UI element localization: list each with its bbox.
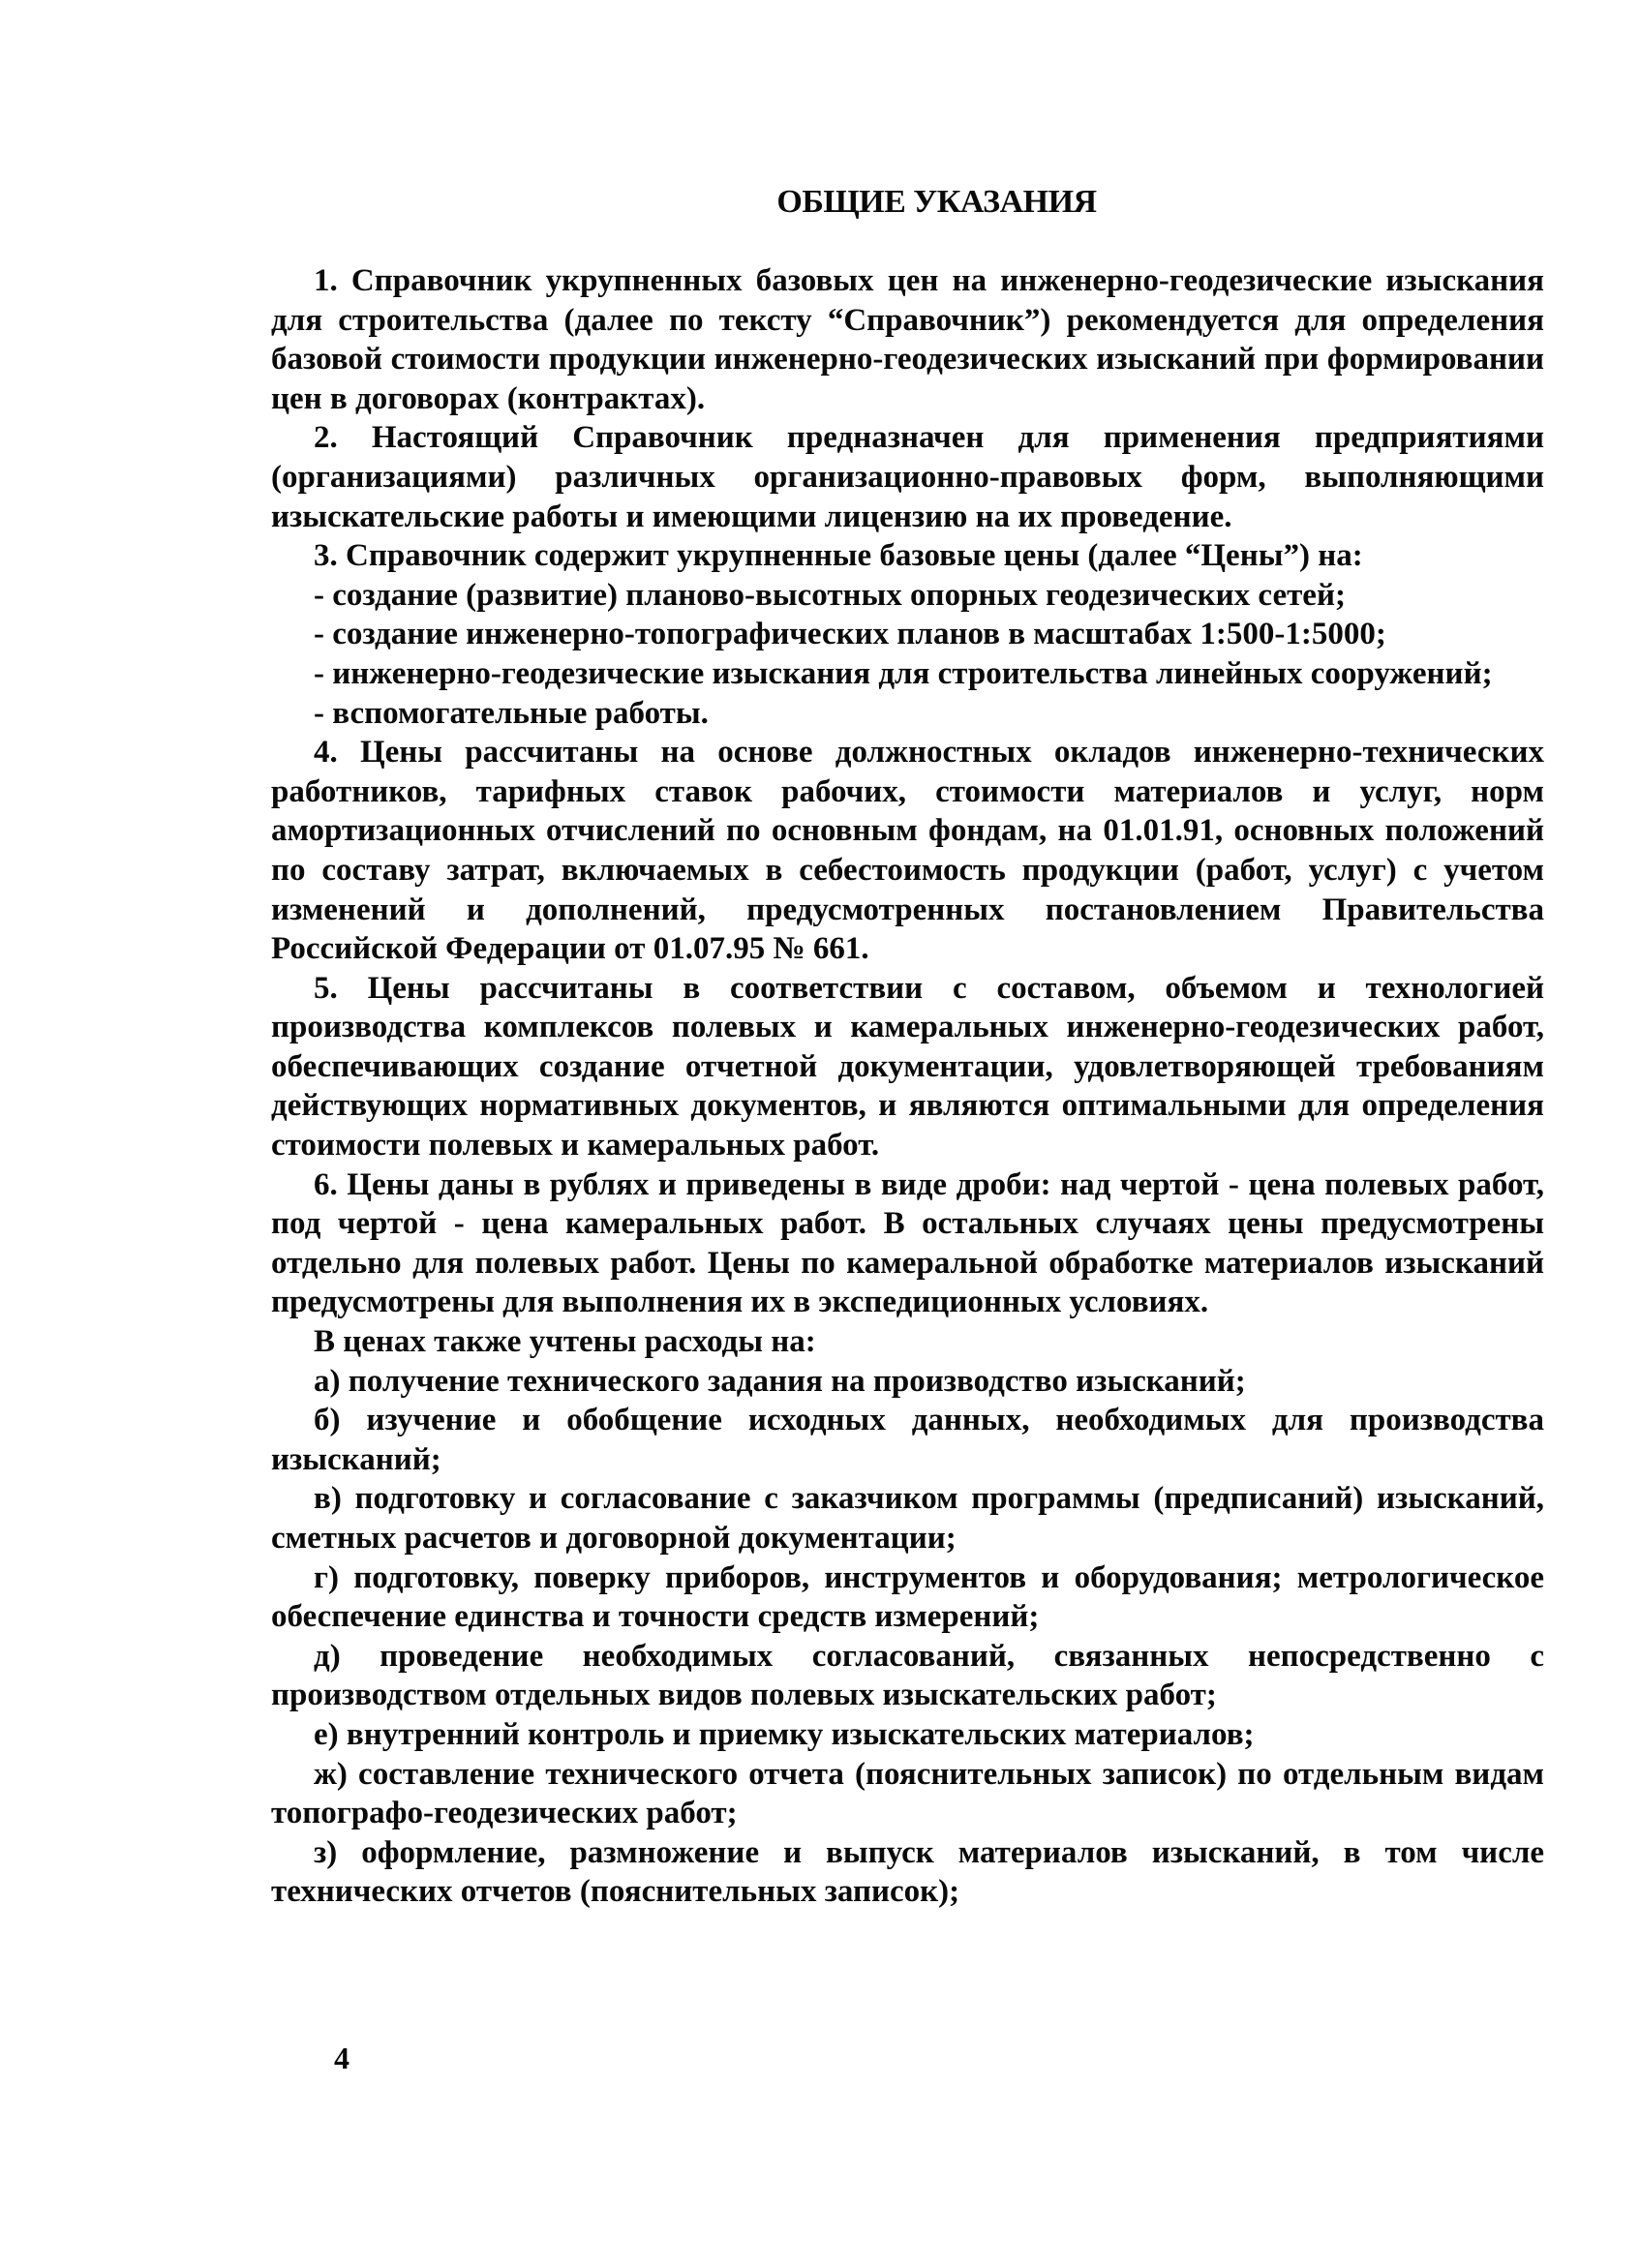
paragraph-1: 1. Справочник укрупненных базовых цен на инженерно-геодезические изыскания для строительства (далее по тексту “Справочник”) рекомендуется для определения базовой стоимости продукции инженерно-геодезических изысканий при формировании цен в договорах (контрактах). [271,263,1544,416]
list-item: г) подготовку, поверку приборов, инструментов и оборудования; метрологическое обеспечение единства и точности средств измерений; [271,1559,1544,1635]
list-item: а) получение технического задания на производство изысканий; [314,1363,1246,1399]
expenses-intro: В ценах также учтены расходы на: [314,1324,816,1360]
list-item: - вспомогательные работы. [314,695,709,731]
body-text [271,261,1544,1912]
paragraph-3: 3. Справочник содержит укрупненные базовые цены (далее “Цены”) на: [314,538,1363,574]
list-item: - создание инженерно-топографических планов в масштабах 1:500-1:5000; [314,617,1386,652]
paragraph-2: 2. Настоящий Справочник предназначен для применения предприятиями (организациями) различных организационно-правовых форм, выполняющими изыскательские работы и имеющими лицензию на их проведение. [271,420,1544,534]
section-title: ОБЩИЕ УКАЗАНИЯ [776,184,1097,220]
list-item: д) проведение необходимых согласований, связанных непосредственно с производством отдельных видов полевых изыскательских работ; [271,1638,1544,1713]
document-page [271,184,1544,1912]
list-item: е) внутренний контроль и приемку изыскательских материалов; [314,1716,1255,1752]
page-number: 4 [334,2041,349,2075]
list-item: в) подготовку и согласование с заказчиком программы (предписаний) изысканий, сметных расчетов и договорной документации; [271,1481,1544,1556]
list-item: з) оформление, размножение и выпуск материалов изысканий, в том числе технических отчетов (пояснительных записок); [271,1834,1544,1910]
paragraph-6: 6. Цены даны в рублях и приведены в виде дроби: над чертой - цена полевых работ, под чертой - цена камеральных работ. В остальных случаях цены предусмотрены отдельно для полевых работ. Цены по камеральной обработке материалов изысканий предусмотрены для выполнения их в экспедиционных условиях. [271,1166,1544,1320]
list-item: ж) составление технического отчета (пояснительных записок) по отдельным видам топографо-геодезических работ; [271,1756,1544,1831]
list-item: - инженерно-геодезические изыскания для строительства линейных сооружений; [314,655,1493,691]
paragraph-4: 4. Цены рассчитаны на основе должностных окладов инженерно-технических работников, тарифных ставок рабочих, стоимости материалов и услуг, норм амортизационных отчислений по основным фондам, на 01.01.91, основных положений по составу затрат, включаемых в себестоимость продукции (работ, услуг) с учетом изменений и дополнений, предусмотренных постановлением Правительства Российской Федерации от 01.07.95 № 661. [271,735,1544,967]
list-item: б) изучение и обобщение исходных данных, необходимых для производства изысканий; [271,1403,1544,1477]
list-item: - создание (развитие) планово-высотных опорных геодезических сетей; [314,577,1346,613]
paragraph-5: 5. Цены рассчитаны в соответствии с составом, объемом и технологией производства комплексов полевых и камеральных инженерно-геодезических работ, обеспечивающих создание отчетной документации, удовлетворяющей требованиям действующих нормативных документов, и являются оптимальными для определения стоимости полевых и камеральных работ. [271,970,1544,1164]
